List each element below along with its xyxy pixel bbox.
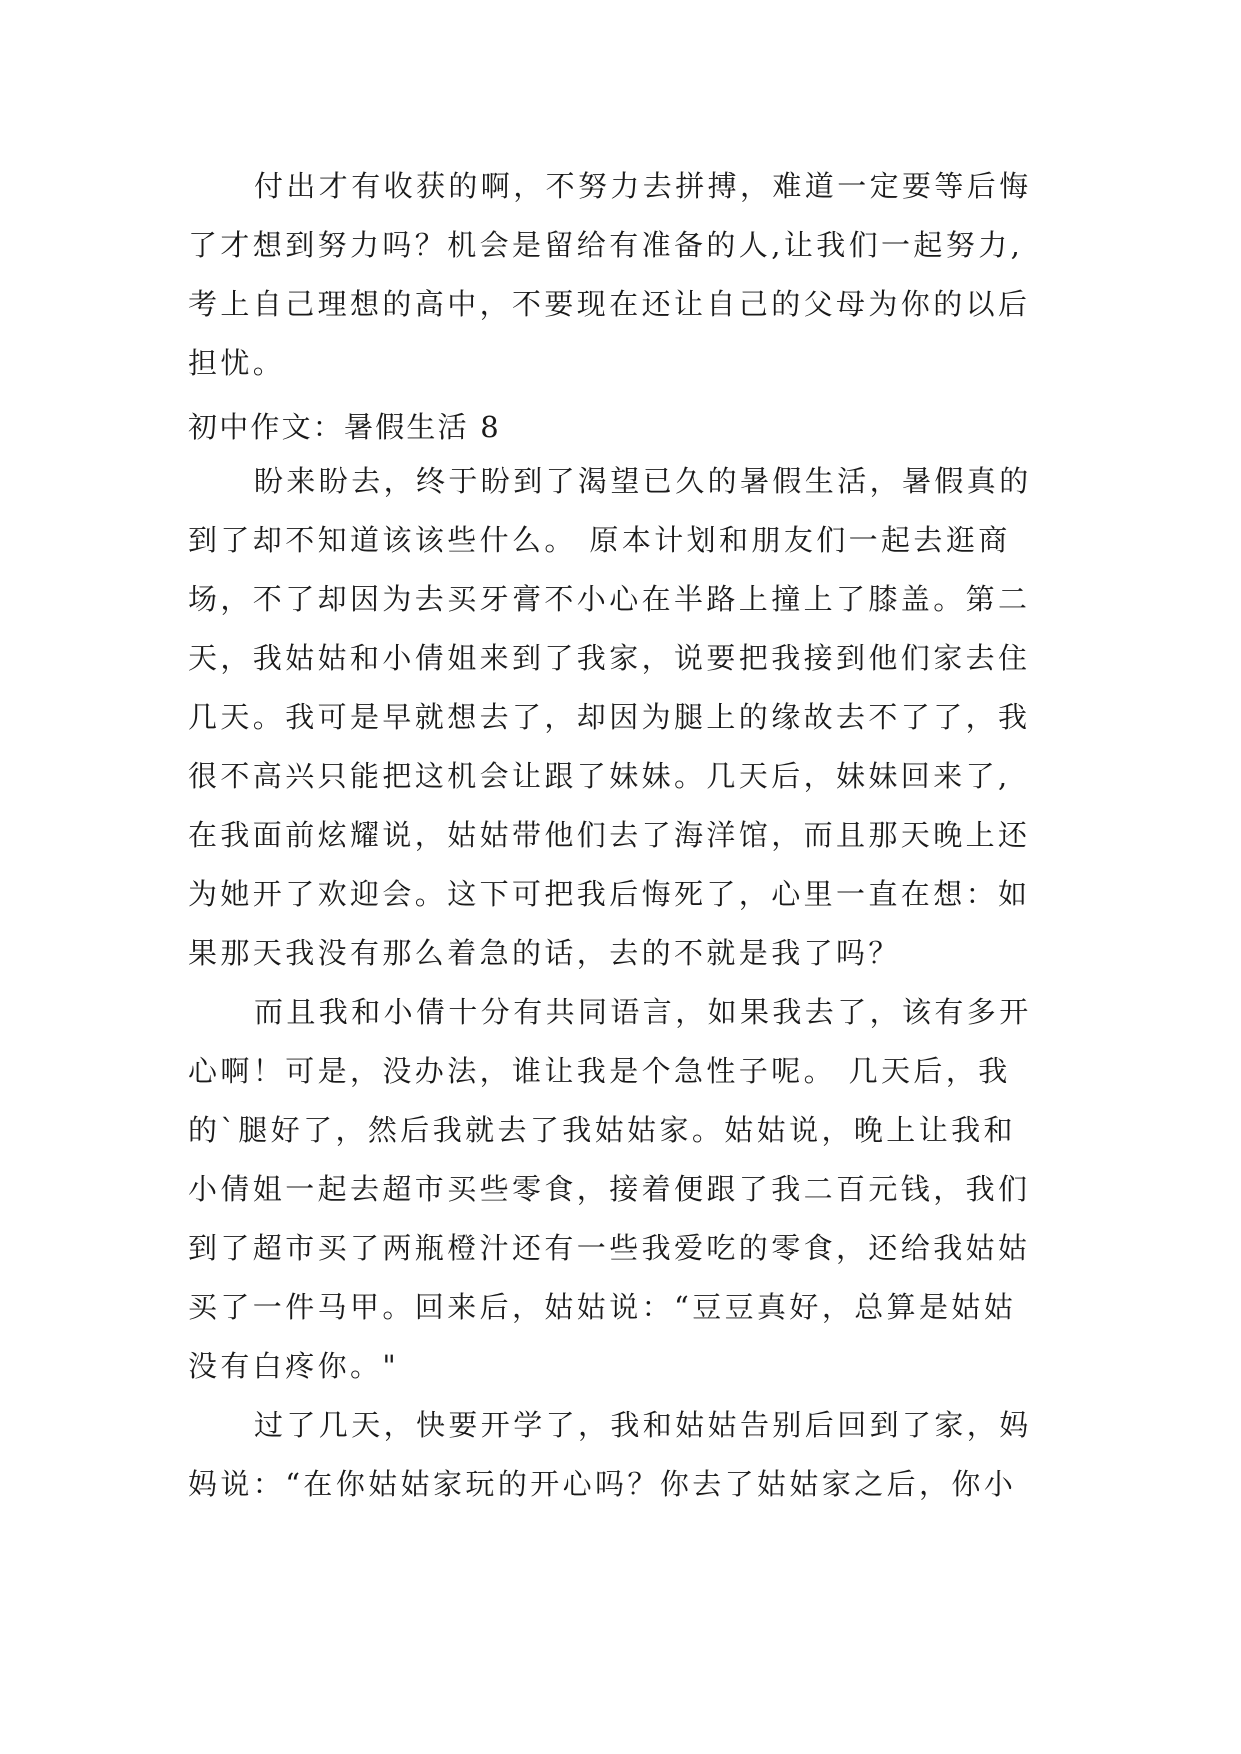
text-line: 果那天我没有那么着急的话，去的不就是我了吗？ (188, 936, 901, 970)
text-line: 在我面前炫耀说，姑姑带他们去了海洋馆，而且那天晚上还 (188, 818, 1031, 852)
text-line: 心啊！可是，没办法，谁让我是个急性子呢。 几天后，我 (188, 1054, 1011, 1088)
text-line: 几天。我可是早就想去了，却因为腿上的缘故去不了了，我 (188, 700, 1031, 734)
text-line: 天，我姑姑和小倩姐来到了我家，说要把我接到他们家去住 (188, 641, 1031, 675)
paragraph-3 (188, 983, 1088, 1396)
text-line: 盼来盼去，终于盼到了渴望已久的暑假生活，暑假真的 (254, 464, 1032, 498)
text-line: 妈说：“在你姑姑家玩的开心吗？你去了姑姑家之后，你小 (188, 1467, 1017, 1501)
text-line: 很不高兴只能把这机会让跟了妹妹。几天后，妹妹回来了, (188, 759, 1011, 793)
paragraph-4 (188, 1396, 1088, 1514)
text-line: 场，不了却因为去买牙膏不小心在半路上撞上了膝盖。第二 (188, 582, 1031, 616)
paragraph-1 (188, 157, 1088, 393)
text-line: 到了超市买了两瓶橙汁还有一些我爱吃的零食，还给我姑姑 (188, 1231, 1031, 1265)
text-line: 的`腿好了，然后我就去了我姑姑家。姑姑说，晚上让我和 (188, 1113, 1016, 1147)
section-title: 初中作文：暑假生活 8 (188, 410, 501, 444)
text-line: 付出才有收获的啊，不努力去拼搏，难道一定要等后悔 (254, 169, 1032, 203)
text-line: 为她开了欢迎会。这下可把我后悔死了，心里一直在想：如 (188, 877, 1031, 911)
text-line: 没有白疼你。" (188, 1349, 400, 1383)
section-heading (188, 398, 1088, 457)
text-line: 买了一件马甲。回来后，姑姑说：“豆豆真好，总算是姑姑 (188, 1290, 1017, 1324)
text-line: 而且我和小倩十分有共同语言，如果我去了，该有多开 (254, 995, 1032, 1029)
text-line: 担忧。 (188, 346, 286, 380)
text-line: 了才想到努力吗？机会是留给有准备的人,让我们一起努力, (188, 228, 1024, 262)
text-line: 考上自己理想的高中，不要现在还让自己的父母为你的以后 (188, 287, 1031, 321)
text-line: 过了几天，快要开学了，我和姑姑告别后回到了家，妈 (254, 1408, 1032, 1442)
text-line: 小倩姐一起去超市买些零食，接着便跟了我二百元钱，我们 (188, 1172, 1031, 1206)
paragraph-2 (188, 452, 1088, 983)
text-line: 到了却不知道该该些什么。 原本计划和朋友们一起去逛商 (188, 523, 1011, 557)
